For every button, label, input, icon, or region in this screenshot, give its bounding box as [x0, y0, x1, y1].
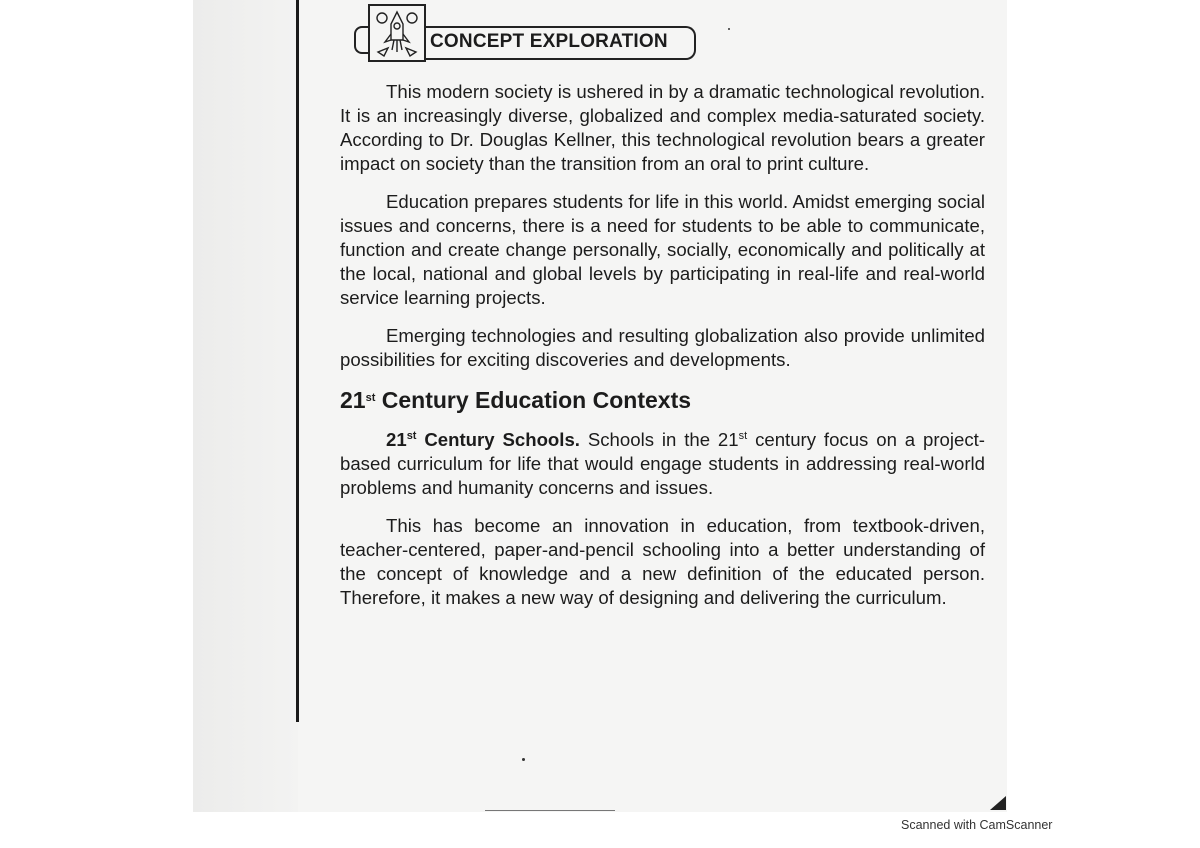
paragraph-emerging-technologies: Emerging technologies and resulting globalization also provide unlimited possibilities for exciting discoveries and developments.: [340, 325, 985, 370]
header-title: CONCEPT EXPLORATION: [430, 31, 668, 52]
section-heading-sup: st: [365, 392, 376, 404]
schools-text-sup: st: [738, 430, 748, 442]
paragraph-innovation-in-education: This has become an innovation in education, from textbook-driven, teacher-centered, paper-and-pencil schooling into a better understanding of the concept of knowledge and a new definition of the educated person. Therefore, it makes a new way of designing and delivering the curriculum.: [340, 515, 985, 608]
paragraph-education-prepares: Education prepares students for life in this world. Amidst emerging social issues and concerns, there is a need for students to be able to communicate, function and create change personally, socially, economically and politically at the local, national and global levels by participating in real-life and real-world service learning projects.: [340, 191, 985, 308]
schools-text-start: Schools in the 21: [587, 429, 739, 450]
schools-lead-number: 21: [386, 429, 407, 450]
schools-lead: [386, 429, 580, 450]
header-icon-box: [368, 4, 426, 62]
paragraph-21st-century-schools: [340, 428, 985, 500]
schools-text-end: century focus on a project-based curriculum for life that would engage students in addressing real-world problems and humanity concerns and issues.: [340, 429, 985, 498]
page-content: [340, 80, 985, 624]
rocket-gears-icon: [370, 6, 424, 60]
section-heading-number: 21: [340, 387, 366, 413]
schools-lead-sup: st: [406, 430, 417, 442]
section-heading-title: Century Education Contexts: [381, 387, 692, 413]
scan-speck: [728, 28, 730, 30]
schools-lead-title: Century Schools.: [424, 429, 580, 450]
paragraph-technological-revolution: This modern society is ushered in by a dramatic technological revolution. It is an increasingly diverse, globalized and complex media-saturated society. According to Dr. Douglas Kellner, this technological revolution bears a greater impact on society than the transition from an oral to print culture.: [340, 81, 985, 174]
page-left-margin: [193, 0, 298, 812]
vertical-margin-rule: [296, 0, 299, 722]
bottom-rule: [485, 810, 615, 811]
camscanner-footer: Scanned with CamScanner: [901, 818, 1053, 832]
section-heading: [340, 386, 985, 414]
page-corner-icon: [990, 796, 1006, 810]
concept-exploration-header: [354, 4, 699, 58]
scan-speck: [522, 758, 525, 761]
